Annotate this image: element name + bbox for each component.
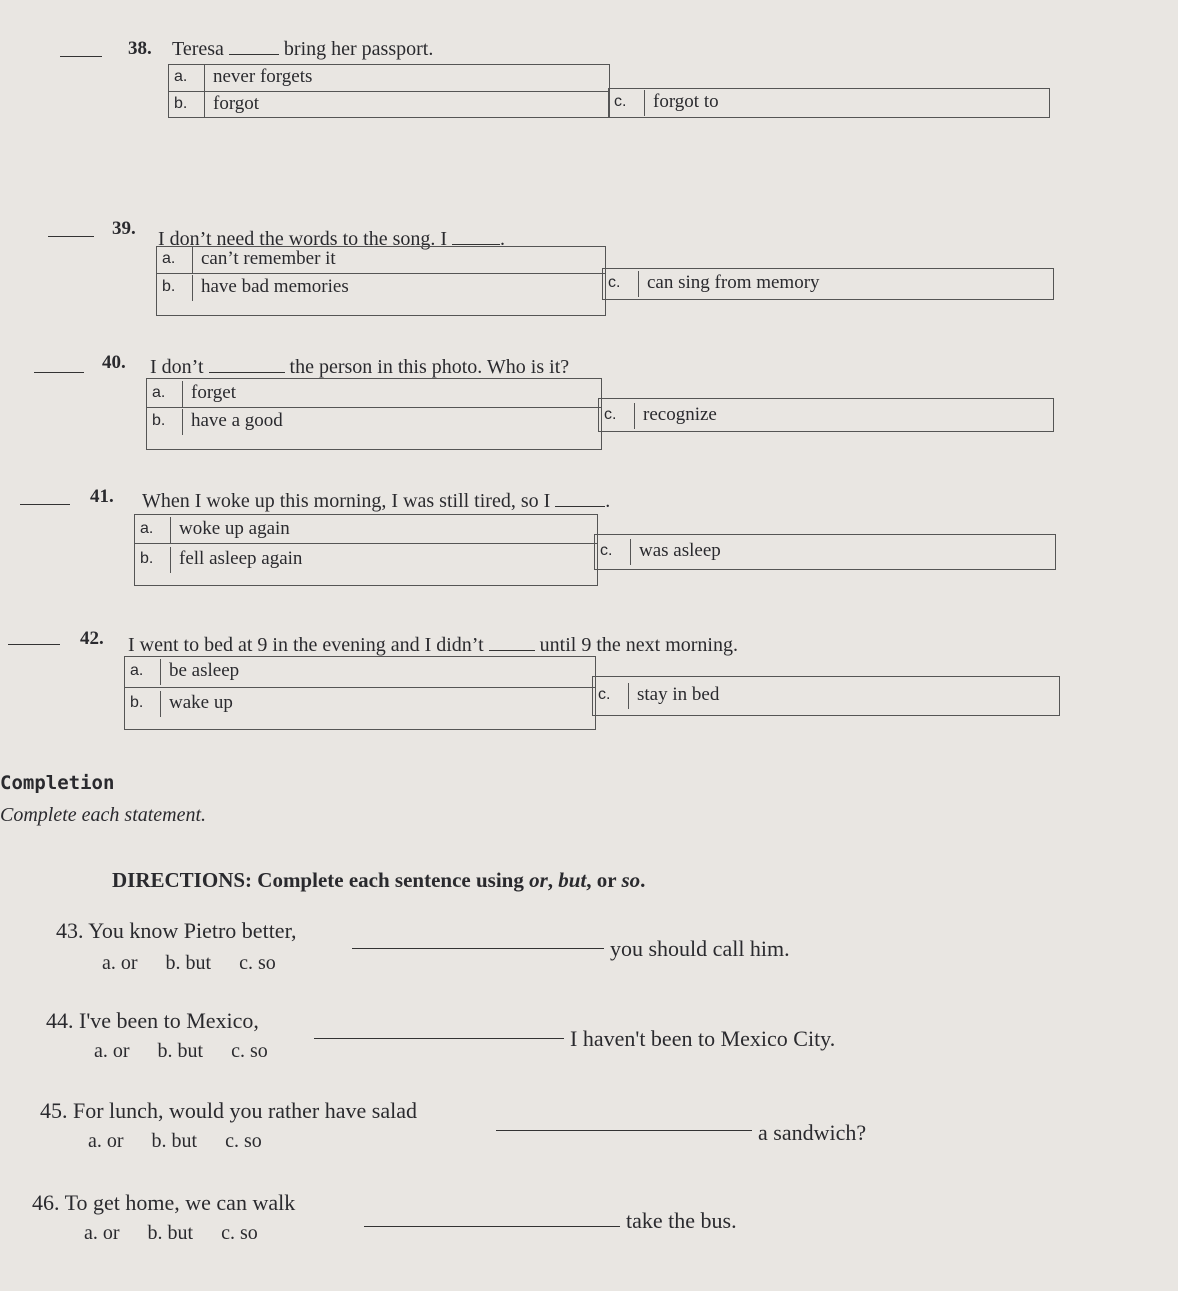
question-gap [209, 358, 285, 373]
question-number: 38. [128, 38, 152, 59]
option-text: wake up [169, 692, 233, 713]
answer-blank[interactable] [314, 1038, 564, 1039]
option-letter: a. [147, 381, 183, 407]
options-right [592, 676, 1060, 716]
option-text: be asleep [169, 660, 240, 681]
option-c[interactable] [595, 539, 1055, 565]
option-letter: b. [135, 547, 171, 573]
question-40 [0, 352, 1178, 452]
option-c[interactable] [593, 683, 1059, 709]
option-b[interactable]: b. but [165, 952, 212, 974]
question-text-before: I went to bed at 9 in the evening and I didn’t [128, 634, 484, 656]
option-b[interactable] [147, 409, 601, 435]
option-letter: b. [125, 691, 161, 717]
answer-blank[interactable] [364, 1226, 620, 1227]
option-letter: a. [157, 247, 193, 273]
question-text-after: a sandwich? [758, 1120, 867, 1145]
question-text [150, 356, 569, 379]
options-left [156, 246, 606, 316]
option-letter: c. [595, 539, 631, 565]
question-41 [0, 486, 1178, 596]
question-text [128, 634, 738, 657]
option-letter: c. [593, 683, 629, 709]
question-gap [555, 492, 605, 507]
question-text-before: When I woke up this morning, I was still tired, so I [142, 490, 551, 512]
question-44 [0, 1008, 1178, 1078]
options-left [168, 64, 610, 118]
option-a[interactable]: a. or [94, 1040, 130, 1062]
answer-blank[interactable] [20, 504, 70, 505]
option-text: forget [191, 382, 237, 403]
question-number: 43. [56, 918, 84, 943]
question-text-before: To get home, we can walk [64, 1190, 296, 1215]
question-43 [0, 918, 1178, 988]
question-text-after: I haven't been to Mexico City. [570, 1026, 836, 1051]
option-text: can’t remember it [201, 248, 336, 269]
directions [112, 868, 645, 893]
option-a[interactable] [135, 517, 597, 543]
directions-sep2: , or [586, 868, 622, 892]
option-letter: c. [609, 90, 645, 116]
question-number: 42. [80, 628, 104, 649]
section-subtitle: Complete each statement. [0, 804, 207, 826]
option-c[interactable] [599, 403, 1053, 429]
option-text: never forgets [213, 66, 313, 87]
question-46 [0, 1190, 1178, 1260]
option-text: stay in bed [637, 684, 720, 705]
option-text: can sing from memory [647, 272, 820, 293]
option-c[interactable]: c. so [231, 1040, 268, 1062]
answer-options [84, 1222, 286, 1245]
answer-blank[interactable] [60, 56, 102, 57]
question-42 [0, 628, 1178, 738]
question-39 [0, 218, 1178, 318]
options-right [608, 88, 1050, 118]
question-number: 44. [46, 1008, 74, 1033]
option-text: have bad memories [201, 276, 349, 297]
directions-but: but [558, 868, 587, 892]
answer-blank[interactable] [34, 372, 84, 373]
options-left [146, 378, 602, 450]
option-b[interactable] [169, 92, 609, 118]
question-number: 45. [40, 1098, 68, 1123]
option-c[interactable] [609, 90, 1049, 116]
option-b[interactable]: b. but [151, 1130, 198, 1152]
question-text [142, 490, 610, 513]
question-text-after: take the bus. [626, 1208, 737, 1233]
option-b[interactable] [125, 691, 595, 717]
question-text-after: the person in this photo. Who is it? [289, 356, 570, 378]
option-a[interactable]: a. or [84, 1222, 120, 1244]
option-text: was asleep [639, 540, 721, 561]
option-text: fell asleep again [179, 548, 303, 569]
question-text-before: You know Pietro better, [88, 918, 297, 943]
directions-end: . [640, 868, 646, 892]
option-a[interactable] [125, 659, 595, 685]
option-letter: a. [169, 65, 205, 91]
question-38 [0, 40, 1178, 140]
option-a[interactable] [147, 381, 601, 407]
question-text-after: . [605, 490, 611, 512]
question-gap [452, 230, 500, 245]
directions-or: or [529, 868, 548, 892]
question-text-before: I've been to Mexico, [79, 1008, 259, 1033]
question-text-after: . [500, 228, 506, 250]
option-letter: b. [157, 275, 193, 301]
options-right [598, 398, 1054, 432]
answer-options [94, 1040, 296, 1063]
option-letter: b. [147, 409, 183, 435]
question-number: 39. [112, 218, 136, 239]
question-text [46, 1008, 259, 1034]
options-left [134, 514, 598, 586]
question-text-before: For lunch, would you rather have salad [73, 1098, 417, 1123]
question-gap [489, 636, 535, 651]
options-right [594, 534, 1056, 570]
question-gap [229, 40, 279, 55]
option-letter: a. [125, 659, 161, 685]
answer-blank[interactable] [48, 236, 94, 237]
option-letter: b. [169, 92, 205, 118]
option-c[interactable]: c. so [225, 1130, 262, 1152]
question-number: 46. [32, 1190, 60, 1215]
directions-sep1: , [547, 868, 559, 892]
option-a[interactable] [169, 65, 609, 91]
question-number: 40. [102, 352, 126, 373]
question-number: 41. [90, 486, 114, 507]
directions-so: so [621, 868, 641, 892]
question-45 [0, 1098, 1178, 1168]
option-b[interactable]: b. but [157, 1040, 204, 1062]
option-text: forgot [213, 93, 260, 114]
question-text-after: you should call him. [610, 936, 790, 961]
option-c[interactable] [603, 271, 1053, 297]
question-text [172, 38, 433, 61]
option-text: forgot to [653, 91, 719, 112]
question-text-before: I don’t [150, 356, 204, 378]
option-text: woke up again [179, 518, 290, 539]
option-a[interactable] [157, 247, 605, 273]
option-c[interactable]: c. so [221, 1222, 258, 1244]
option-b[interactable] [157, 275, 605, 301]
question-text-before: I don’t need the words to the song. I [158, 228, 448, 250]
directions-prefix: DIRECTIONS: Complete each sentence using [112, 868, 530, 892]
option-letter: a. [135, 517, 171, 543]
options-left [124, 656, 596, 730]
answer-blank[interactable] [8, 644, 60, 645]
answer-options [88, 1130, 290, 1153]
question-text-before: Teresa [172, 38, 224, 60]
question-text [32, 1190, 295, 1216]
option-c[interactable]: c. so [239, 952, 276, 974]
option-letter: c. [603, 271, 639, 297]
option-a[interactable]: a. or [102, 952, 138, 974]
answer-blank[interactable] [352, 948, 604, 949]
options-right [602, 268, 1054, 300]
option-letter: c. [599, 403, 635, 429]
option-text: have a good [191, 410, 283, 431]
answer-blank[interactable] [496, 1130, 752, 1131]
answer-options [102, 952, 304, 975]
option-a[interactable]: a. or [88, 1130, 124, 1152]
question-text-after: until 9 the next morning. [539, 634, 738, 656]
option-text: recognize [643, 404, 717, 425]
question-text [56, 918, 297, 944]
option-b[interactable] [135, 547, 597, 573]
question-text-after: bring her passport. [283, 38, 434, 60]
question-text [40, 1098, 417, 1124]
section-title: Completion [0, 772, 115, 794]
option-b[interactable]: b. but [147, 1222, 194, 1244]
